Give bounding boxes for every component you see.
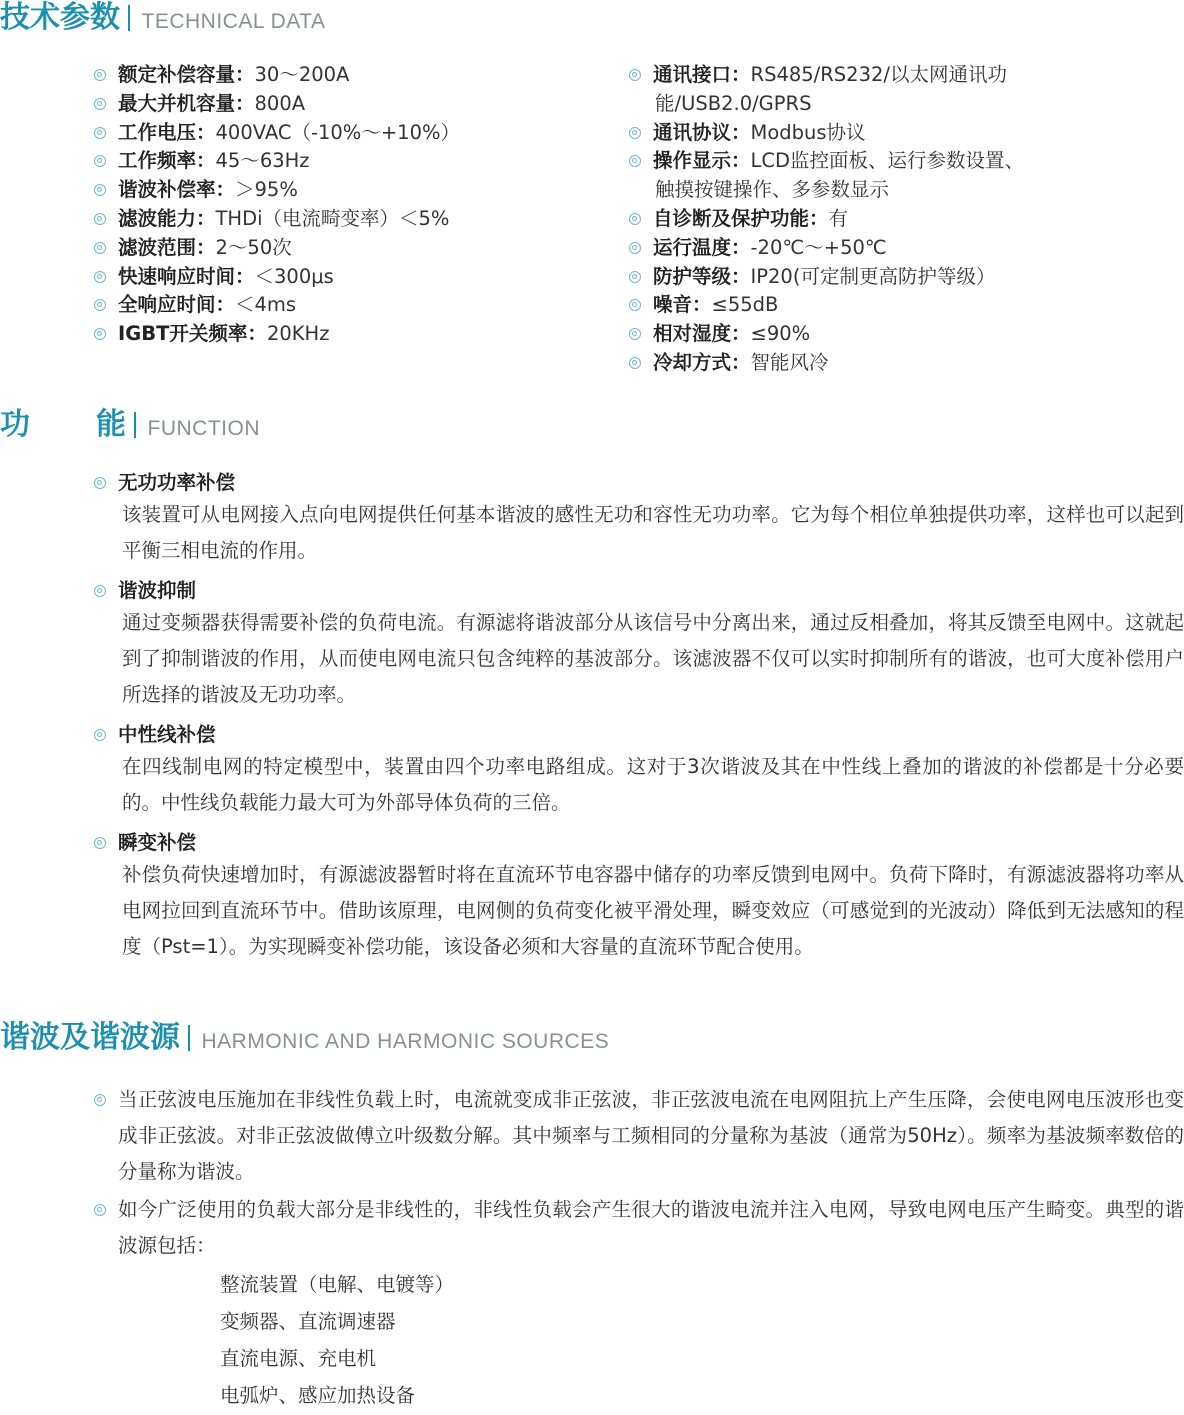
tech-title-en: TECHNICAL DATA (141, 10, 326, 33)
function-item (94, 829, 1184, 965)
spec-value: 45～63Hz (215, 149, 310, 173)
harmonic-paragraph-text: 当正弦波电压施加在非线性负载上时，电流就变成非正弦波，非正弦波电流在电网阻抗上产生压降，会使电网电压波形也变成非正弦波。对非正弦波做傅立叶级数分解。其中频率与工频相同的分量称为基波（通常为50Hz）。频率为基波频率数倍的分量称为谐波。 (118, 1088, 1184, 1183)
spec-key: 工作频率： (118, 149, 216, 173)
spec-key: 运行温度： (653, 235, 751, 259)
spec-value: ＜300μs (254, 264, 334, 288)
harmonic-section-title (0, 1022, 609, 1054)
function-item (94, 469, 1184, 569)
harmonic-paragraph (94, 1082, 1184, 1190)
function-body: 补偿负荷快速增加时，有源滤波器暂时将在直流环节电容器中储存的功率反馈到电网中。负荷下降时，有源滤波器将功率从电网拉回到直流环节中。借助该原理，电网侧的负荷变化被平滑处理，瞬变效应（可感觉到的光波动）降低到无法感知的程度（Pst=1）。为实现瞬变补偿功能，该设备必须和大容量的直流环节配合使用。 (122, 863, 1184, 958)
spec-item (94, 147, 614, 176)
function-heading: 瞬变补偿 (118, 831, 197, 854)
title-divider (188, 1025, 190, 1051)
title-divider (134, 412, 136, 438)
tech-left-column (94, 61, 614, 349)
spec-value: 30～200A (254, 63, 350, 86)
ring-bullet-icon (94, 585, 106, 597)
ring-bullet-icon (94, 477, 106, 489)
spec-key: 全响应时间： (118, 293, 236, 317)
spec-item (629, 119, 1179, 148)
function-body: 该装置可从电网接入点向电网提供任何基本谐波的感性无功和容性无功功率。它为每个相位单独提供功率，这样也可以起到平衡三相电流的作用。 (122, 503, 1184, 562)
harmonic-title-zh: 谐波及谐波源 (0, 1020, 180, 1055)
function-title-zh-1: 功 (0, 407, 30, 442)
spec-item (629, 349, 1179, 378)
ring-bullet-icon (94, 127, 106, 139)
function-body: 通过变频器获得需要补偿的负荷电流。有源滤将谐波部分从该信号中分离出来，通过反相叠加，将其反馈至电网中。这就起到了抑制谐波的作用，从而使电网电流只包含纯粹的基波部分。该滤波器不仅可以实时抑制所有的谐波，也可大度补偿用户所选择的谐波及无功功率。 (122, 611, 1184, 706)
harmonic-source-item: 变频器、直流调速器 (220, 1310, 396, 1333)
spec-key: 滤波能力： (118, 206, 216, 230)
spec-item (629, 263, 1179, 292)
spec-key: 工作电压： (118, 120, 216, 144)
spec-value: -20℃～+50℃ (750, 235, 887, 259)
spec-key: 噪音： (653, 293, 712, 317)
harmonic-title-en: HARMONIC AND HARMONIC SOURCES (201, 1030, 610, 1053)
spec-value: ＞95% (235, 178, 298, 202)
spec-value: IP20(可定制更高防护等级） (750, 264, 996, 288)
spec-value: Modbus协议 (750, 120, 866, 144)
spec-key: 通讯接口： (653, 63, 751, 86)
harmonic-source-item: 直流电源、充电机 (220, 1347, 377, 1370)
spec-value: ≤55dB (711, 293, 779, 317)
ring-bullet-icon (94, 1204, 106, 1216)
spec-value: THDi（电流畸变率）＜5% (215, 206, 450, 230)
ring-bullet-icon (94, 299, 106, 311)
spec-key: 自诊断及保护功能： (653, 206, 829, 230)
spec-value: 20KHz (266, 322, 330, 346)
function-section-title (0, 409, 260, 441)
tech-section-title (0, 2, 325, 34)
function-heading: 无功功率补偿 (118, 471, 236, 494)
spec-key: 通讯协议： (653, 120, 751, 144)
spec-value: 2～50次 (215, 235, 292, 259)
function-body: 在四线制电网的特定模型中，装置由四个功率电路组成。这对于3次谐波及其在中性线上叠加的谐波的补偿都是十分必要的。中性线负载能力最大可为外部导体负荷的三倍。 (122, 755, 1184, 814)
harmonic-content (94, 1082, 1184, 1414)
spec-item (94, 205, 614, 234)
ring-bullet-icon (94, 271, 106, 283)
spec-item (94, 234, 614, 263)
spec-item (629, 61, 1179, 90)
ring-bullet-icon (94, 184, 106, 196)
function-item (94, 577, 1184, 713)
function-title-en: FUNCTION (147, 417, 260, 440)
spec-key: 快速响应时间： (118, 264, 255, 288)
spec-value: 400VAC（-10%～+10%） (215, 120, 460, 144)
function-heading: 谐波抑制 (118, 579, 197, 602)
function-list (94, 469, 1184, 965)
spec-key: 防护等级： (653, 264, 751, 288)
ring-bullet-icon (629, 69, 641, 81)
ring-bullet-icon (629, 357, 641, 369)
ring-bullet-icon (629, 213, 641, 225)
harmonic-source-item: 电弧炉、感应加热设备 (220, 1384, 416, 1407)
spec-value: 有 (828, 206, 849, 230)
ring-bullet-icon (94, 729, 106, 741)
spec-key: IGBT开关频率： (118, 322, 267, 346)
spec-value: 800A (254, 91, 306, 115)
ring-bullet-icon (629, 242, 641, 254)
spec-item (94, 291, 614, 320)
tech-title-zh: 技术参数 (0, 0, 120, 35)
spec-value-continued: 能/USB2.0/GPRS (655, 91, 812, 115)
spec-item (629, 320, 1179, 349)
harmonic-source-item: 整流装置（电解、电镀等） (220, 1273, 455, 1296)
harmonic-paragraph-text: 如今广泛使用的负载大部分是非线性的，非线性负载会产生很大的谐波电流并注入电网，导致电网电压产生畸变。典型的谐波源包括： (118, 1198, 1184, 1257)
ring-bullet-icon (629, 271, 641, 283)
ring-bullet-icon (94, 98, 106, 110)
spec-item (629, 205, 1179, 234)
spec-value: RS485/RS232/以太网通讯功 (750, 63, 1007, 86)
ring-bullet-icon (94, 69, 106, 81)
spec-item (94, 90, 614, 119)
harmonic-source-list (94, 1266, 1184, 1414)
spec-key: 滤波范围： (118, 235, 216, 259)
ring-bullet-icon (94, 155, 106, 167)
ring-bullet-icon (94, 213, 106, 225)
spec-item (94, 119, 614, 148)
harmonic-paragraph (94, 1192, 1184, 1264)
spec-item (629, 147, 1179, 176)
spec-item (94, 176, 614, 205)
spec-value-continued: 触摸按键操作、多参数显示 (655, 178, 890, 202)
ring-bullet-icon (94, 837, 106, 849)
spec-key: 相对湿度： (653, 322, 751, 346)
spec-item (629, 234, 1179, 263)
spec-key: 冷却方式： (653, 350, 751, 374)
spec-item (94, 320, 614, 349)
ring-bullet-icon (94, 328, 106, 340)
ring-bullet-icon (629, 127, 641, 139)
title-divider (128, 5, 130, 31)
spec-value: ＜4ms (235, 293, 297, 317)
tech-right-column (629, 61, 1179, 378)
spec-key: 最大并机容量： (118, 91, 255, 115)
spec-key: 谐波补偿率： (118, 178, 236, 202)
spec-item (94, 61, 614, 90)
spec-item (629, 291, 1179, 320)
spec-value: 智能风冷 (750, 350, 829, 374)
function-title-zh-2: 能 (96, 407, 126, 442)
ring-bullet-icon (94, 242, 106, 254)
ring-bullet-icon (629, 155, 641, 167)
ring-bullet-icon (629, 328, 641, 340)
spec-value: LCD监控面板、运行参数设置、 (750, 149, 1025, 173)
spec-key: 额定补偿容量： (118, 63, 255, 86)
function-heading: 中性线补偿 (118, 723, 216, 746)
spec-item (94, 263, 614, 292)
ring-bullet-icon (629, 299, 641, 311)
ring-bullet-icon (94, 1094, 106, 1106)
spec-key: 操作显示： (653, 149, 751, 173)
function-item (94, 721, 1184, 821)
spec-value: ≤90% (750, 322, 811, 346)
